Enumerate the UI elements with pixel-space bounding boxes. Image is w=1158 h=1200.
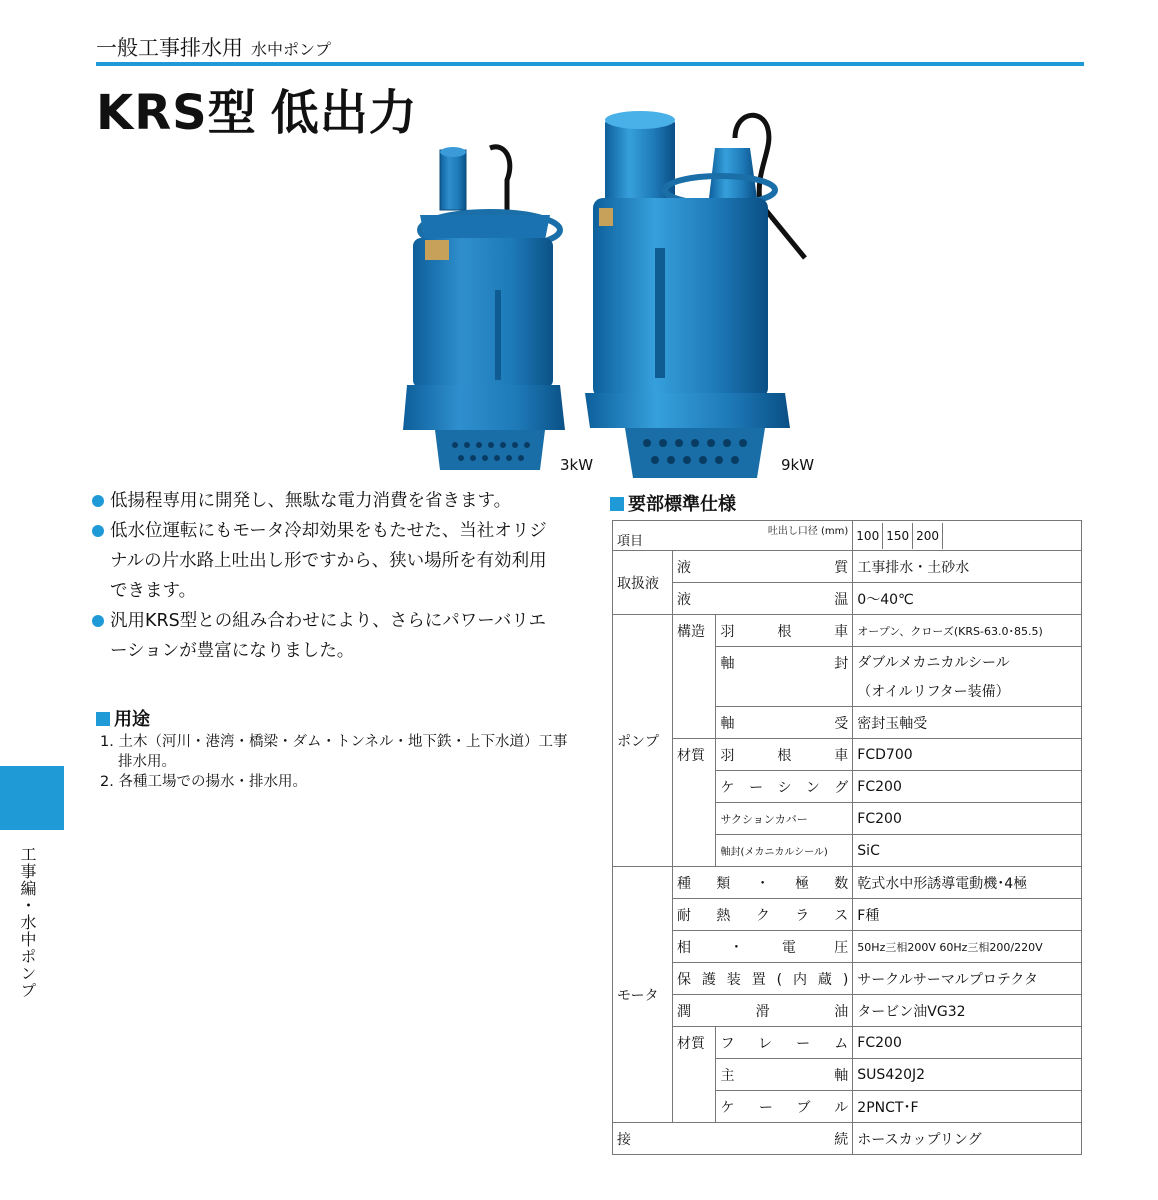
table-row: モータ 種類・極数 乾式水中形誘導電動機･4極 xyxy=(613,867,1082,899)
header-rule xyxy=(96,62,1084,66)
table-row: 主軸 SUS420J2 xyxy=(613,1059,1082,1091)
category-sub-label: 水中ポンプ xyxy=(251,40,332,59)
table-row: 材質 フレーム FC200 xyxy=(613,1027,1082,1059)
use-item: 1. 土木（河川・港湾・橋梁・ダム・トンネル・地下鉄・上下水道）工事排水用。 xyxy=(100,734,568,770)
use-item: 2. 各種工場での揚水・排水用。 xyxy=(100,774,307,790)
group-cell: 取扱液 xyxy=(613,551,673,615)
table-row: （オイルリフター装備） xyxy=(613,677,1082,707)
group-cell: モータ xyxy=(613,867,673,1123)
pump-3kw-caption: 3kW xyxy=(560,456,594,474)
square-bullet-icon xyxy=(96,712,110,726)
title-desc: 低出力 xyxy=(270,85,418,141)
bullet-icon xyxy=(92,525,104,537)
feature-list xyxy=(92,486,562,666)
table-row: 接続 ホースカップリング xyxy=(613,1123,1082,1155)
title-model: KRS型 xyxy=(96,85,257,141)
uses-list xyxy=(100,732,570,792)
table-row: 保護装置(内蔵) サークルサーマルプロテクタ xyxy=(613,963,1082,995)
bore-size-cell: 100 150 200 xyxy=(853,521,1082,551)
table-row: 相・電圧 50Hz三相200V 60Hz三相200/220V xyxy=(613,931,1082,963)
table-row: 軸受 密封玉軸受 xyxy=(613,707,1082,739)
pump-3kw-image xyxy=(395,140,585,480)
side-tab-label: 工事編・水中ポンプ xyxy=(18,846,37,999)
page-title xyxy=(96,74,418,143)
pump-9kw-image xyxy=(585,108,825,488)
table-row: サクションカバー FC200 xyxy=(613,803,1082,835)
table-row: 液温 0～40℃ xyxy=(613,583,1082,615)
bullet-icon xyxy=(92,495,104,507)
table-row: 取扱液 液質 工事排水・土砂水 xyxy=(613,551,1082,583)
bullet-icon xyxy=(92,615,104,627)
header-cell: 項目 吐出し口径 (mm) xyxy=(613,521,853,551)
square-bullet-icon xyxy=(610,497,624,511)
table-row: 軸封(メカニカルシール) SiC xyxy=(613,835,1082,867)
category-label: 一般工事排水用 水中ポンプ xyxy=(96,36,332,60)
table-row xyxy=(613,521,1082,551)
table-row: 潤滑油 タービン油VG32 xyxy=(613,995,1082,1027)
pump-9kw-caption: 9kW xyxy=(781,456,815,474)
table-row: ケーシング FC200 xyxy=(613,771,1082,803)
feature-item: 低揚程専用に開発し、無駄な電力消費を省きます。 xyxy=(92,486,562,516)
side-tab-marker xyxy=(0,766,64,830)
table-row: ポンプ 構造 羽根車 オープン、クローズ(KRS-63.0･85.5) xyxy=(613,615,1082,647)
feature-item: 低水位運転にもモータ冷却効果をもたせた、当社オリジナルの片水路上吐出し形ですから、狭い場所を有効利用できます。 xyxy=(92,516,562,606)
spec-heading: 要部標準仕様 xyxy=(610,490,736,516)
table-row: 材質 羽根車 FCD700 xyxy=(613,739,1082,771)
table-row: ケーブル 2PNCT･F xyxy=(613,1091,1082,1123)
table-row: 耐熱クラス F種 xyxy=(613,899,1082,931)
uses-heading: 用途 xyxy=(96,705,150,731)
group-cell: ポンプ xyxy=(613,615,673,867)
spec-table xyxy=(612,520,1082,1155)
feature-item: 汎用KRS型との組み合わせにより、さらにパワーバリエーションが豊富になりました。 xyxy=(92,606,562,666)
table-row: 軸封 ダブルメカニカルシール xyxy=(613,647,1082,677)
